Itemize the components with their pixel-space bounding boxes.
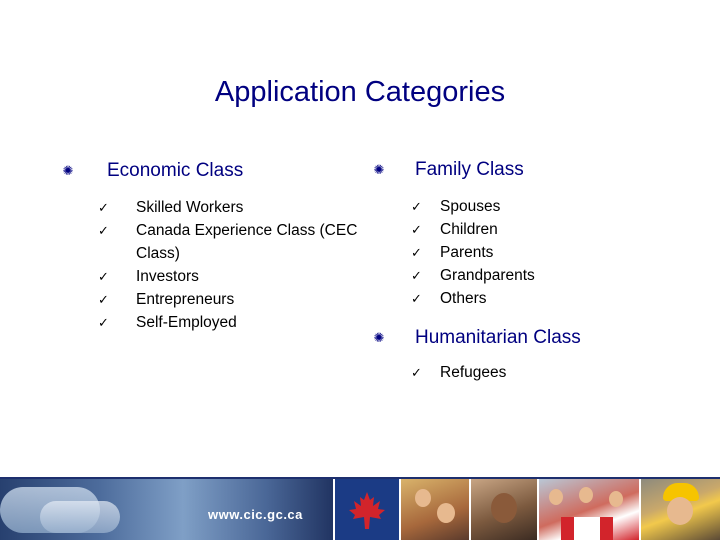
list-item xyxy=(98,311,362,334)
list-item-text: Skilled Workers xyxy=(136,199,244,216)
humanitarian-class-heading xyxy=(373,327,693,349)
list-item-text: Entrepreneurs xyxy=(136,291,235,308)
economic-class-heading xyxy=(62,160,362,182)
canada-flag-shape xyxy=(561,517,613,540)
humanitarian-class-section xyxy=(373,327,693,384)
crowd-flag-photo xyxy=(539,479,639,540)
handshake-photo xyxy=(0,479,333,540)
economic-class-label: Economic Class xyxy=(107,160,244,181)
checkmark-icon: ✓ xyxy=(411,199,422,214)
checkmark-icon: ✓ xyxy=(411,365,422,380)
face-shape xyxy=(415,489,431,507)
humanitarian-class-list xyxy=(411,361,693,384)
list-item xyxy=(98,219,362,265)
portrait-photo xyxy=(471,479,537,540)
family-class-heading xyxy=(373,159,673,181)
list-item-text: Refugees xyxy=(440,364,507,381)
family-class-section xyxy=(373,159,673,310)
hand-shape xyxy=(40,501,120,533)
checkmark-icon: ✓ xyxy=(411,268,422,283)
checkmark-icon: ✓ xyxy=(98,292,109,307)
economic-class-list xyxy=(98,196,362,334)
humanitarian-class-label: Humanitarian Class xyxy=(415,327,581,348)
list-item xyxy=(411,361,693,384)
sparkle-bullet-icon: ✺ xyxy=(373,162,385,177)
family-photo xyxy=(401,479,469,540)
face-shape xyxy=(579,487,593,503)
list-item xyxy=(411,264,673,287)
family-class-list xyxy=(411,195,673,310)
checkmark-icon: ✓ xyxy=(98,223,109,238)
checkmark-icon: ✓ xyxy=(411,222,422,237)
sparkle-bullet-icon: ✺ xyxy=(373,330,385,345)
checkmark-icon: ✓ xyxy=(411,245,422,260)
face-shape xyxy=(549,489,563,505)
list-item xyxy=(411,241,673,264)
face-shape xyxy=(491,493,517,523)
list-item xyxy=(411,287,673,310)
list-item-text: Canada Experience Class (CEC Class) xyxy=(136,222,358,262)
list-item xyxy=(98,288,362,311)
face-shape xyxy=(437,503,455,523)
maple-leaf-icon xyxy=(345,489,389,533)
list-item-text: Grandparents xyxy=(440,267,535,284)
sparkle-bullet-icon: ✺ xyxy=(62,163,74,178)
list-item xyxy=(411,218,673,241)
list-item xyxy=(98,196,362,219)
checkmark-icon: ✓ xyxy=(411,291,422,306)
face-shape xyxy=(609,491,623,507)
face-shape xyxy=(667,497,693,525)
list-item-text: Self-Employed xyxy=(136,314,237,331)
economic-class-section xyxy=(62,160,362,334)
maple-leaf-panel xyxy=(335,479,399,540)
website-url[interactable]: www.cic.gc.ca xyxy=(208,507,303,522)
list-item xyxy=(411,195,673,218)
list-item-text: Others xyxy=(440,290,487,307)
footer-banner xyxy=(0,477,720,540)
list-item xyxy=(98,265,362,288)
slide-title: Application Categories xyxy=(214,76,506,108)
list-item-text: Children xyxy=(440,221,498,238)
worker-photo xyxy=(641,479,720,540)
checkmark-icon: ✓ xyxy=(98,315,109,330)
list-item-text: Parents xyxy=(440,244,494,261)
list-item-text: Spouses xyxy=(440,198,501,215)
checkmark-icon: ✓ xyxy=(98,269,109,284)
list-item-text: Investors xyxy=(136,268,199,285)
checkmark-icon: ✓ xyxy=(98,200,109,215)
family-class-label: Family Class xyxy=(415,159,524,180)
